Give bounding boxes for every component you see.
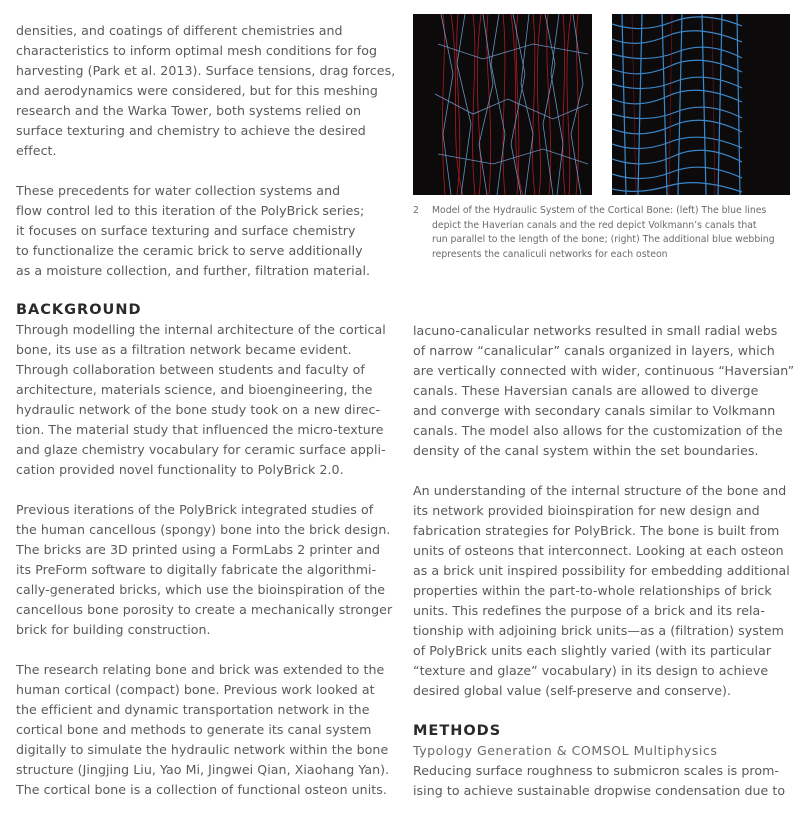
text-line: and aerodynamics were considered, but for this meshing (16, 83, 378, 98)
text-line: the efficient and dynamic transportation network in the (16, 702, 370, 717)
background-heading: BACKGROUND (16, 302, 142, 318)
text-line: of PolyBrick units each slightly varied (with its particular (413, 643, 772, 658)
text-line: canals. These Haversian canals are allowed to diverge (413, 383, 759, 398)
caption-line: depict the Haverian canals and the red depict Volkmann’s canals that (432, 219, 757, 231)
text-line: Through modelling the internal architecture of the cortical (16, 322, 386, 337)
text-line: fabrication strategies for PolyBrick. The bone is built from (413, 523, 780, 538)
text-line: and converge with secondary canals similar to Volkmann (413, 403, 776, 418)
text-line: flow control led to this iteration of the PolyBrick series; (16, 203, 365, 218)
methods-subheading: Typology Generation & COMSOL Multiphysics (413, 743, 718, 758)
text-line: density of the canal system within the set boundaries. (413, 443, 759, 458)
text-line: cally-generated bricks, which use the bioinspiration of the (16, 582, 386, 597)
text-line: bone, its use as a filtration network became evident. (16, 342, 352, 357)
text-line: its network provided bioinspiration for new design and (413, 503, 760, 518)
text-line: lacuno-canalicular networks resulted in small radial webs (413, 323, 778, 338)
text-line: effect. (16, 143, 57, 158)
text-line: The cortical bone is a collection of functional osteon units. (16, 782, 387, 797)
text-line: Previous iterations of the PolyBrick integrated studies of (16, 502, 374, 517)
caption-line: Model of the Hydraulic System of the Cortical Bone: (left) The blue lines (432, 205, 767, 216)
text-line: tion. The material study that influenced the micro-texture (16, 422, 384, 437)
text-line: brick for building construction. (16, 622, 211, 637)
text-line: units of osteons that interconnect. Looking at each osteon (413, 543, 784, 558)
text-line: architecture, materials science, and bioengineering, the (16, 382, 373, 397)
figure-image-right-canaliculi (612, 14, 790, 195)
text-line: the human cancellous (spongy) bone into the brick design. (16, 522, 391, 537)
canal-network-graphic (413, 14, 592, 195)
figure-image-left-canals (413, 14, 592, 195)
caption-text (432, 204, 798, 262)
intro-paragraph (16, 21, 401, 161)
methods-paragraph-1 (413, 761, 800, 801)
right-column (413, 321, 800, 821)
background-paragraph-1 (16, 320, 401, 480)
text-line: structure (Jingjing Liu, Yao Mi, Jingwei Qian, Xiaohang Yan). (16, 762, 390, 777)
text-line: it focuses on surface texturing and surface chemistry (16, 223, 356, 238)
text-line: properties within the part-to-whole relationships of brick (413, 583, 772, 598)
right-paragraph-1 (413, 321, 800, 461)
text-line: human cortical (compact) bone. Previous work looked at (16, 682, 375, 697)
figure-number: 2 (413, 205, 419, 216)
text-line: and glaze chemistry vocabulary for ceramic surface appli- (16, 442, 386, 457)
precedents-paragraph (16, 181, 401, 281)
text-line: cortical bone and methods to generate its canal system (16, 722, 372, 737)
text-line: surface texturing and chemistry to achieve the desired (16, 123, 366, 138)
text-line: characteristics to inform optimal mesh conditions for fog (16, 43, 378, 58)
text-line: hydraulic network of the bone study took on a new direc- (16, 402, 381, 417)
canaliculi-webbing-graphic (612, 14, 790, 195)
text-line: as a brick unit inspired possibility for embedding additional (413, 563, 790, 578)
caption-line: represents the canaliculi networks for each osteon (432, 248, 668, 260)
right-paragraph-2 (413, 481, 800, 701)
text-line: Reducing surface roughness to submicron scales is prom- (413, 763, 779, 778)
text-line: research and the Warka Tower, both systems relied on (16, 103, 362, 118)
text-line: are vertically connected with wider, continuous “Haversian” (413, 363, 795, 378)
figure-caption (413, 204, 798, 262)
text-line: units. This redefines the purpose of a brick and its rela- (413, 603, 765, 618)
left-column (16, 21, 401, 820)
text-line: The bricks are 3D printed using a FormLabs 2 printer and (16, 542, 381, 557)
text-line: densities, and coatings of different chemistries and (16, 23, 343, 38)
text-line: ising to achieve sustainable dropwise condensation due to (413, 783, 786, 798)
text-line: of narrow “canalicular” canals organized in layers, which (413, 343, 775, 358)
text-line: These precedents for water collection systems and (16, 183, 341, 198)
text-line: as a moisture collection, and further, filtration material. (16, 263, 371, 278)
text-line: canals. The model also allows for the customization of the (413, 423, 783, 438)
text-line: An understanding of the internal structure of the bone and (413, 483, 787, 498)
text-line: digitally to simulate the hydraulic network within the bone (16, 742, 389, 757)
background-paragraph-2 (16, 500, 401, 640)
caption-line: run parallel to the length of the bone; (right) The additional blue webbing (432, 234, 775, 245)
text-line: harvesting (Park et al. 2013). Surface tensions, drag forces, (16, 63, 396, 78)
text-line: “texture and glaze” vocabulary) in its design to achieve (413, 663, 769, 678)
text-line: to functionalize the ceramic brick to serve additionally (16, 243, 363, 258)
text-line: desired global value (self-preserve and conserve). (413, 683, 732, 698)
text-line: cancellous bone porosity to create a mechanically stronger (16, 602, 393, 617)
text-line: Through collaboration between students and faculty of (16, 362, 365, 377)
text-line: cation provided novel functionality to PolyBrick 2.0. (16, 462, 344, 477)
background-paragraph-3 (16, 660, 401, 800)
text-line: tionship with adjoining brick units—as a (filtration) system (413, 623, 784, 638)
text-line: its PreForm software to digitally fabricate the algorithmi- (16, 562, 377, 577)
methods-heading: METHODS (413, 723, 502, 739)
text-line: The research relating bone and brick was extended to the (16, 662, 385, 677)
